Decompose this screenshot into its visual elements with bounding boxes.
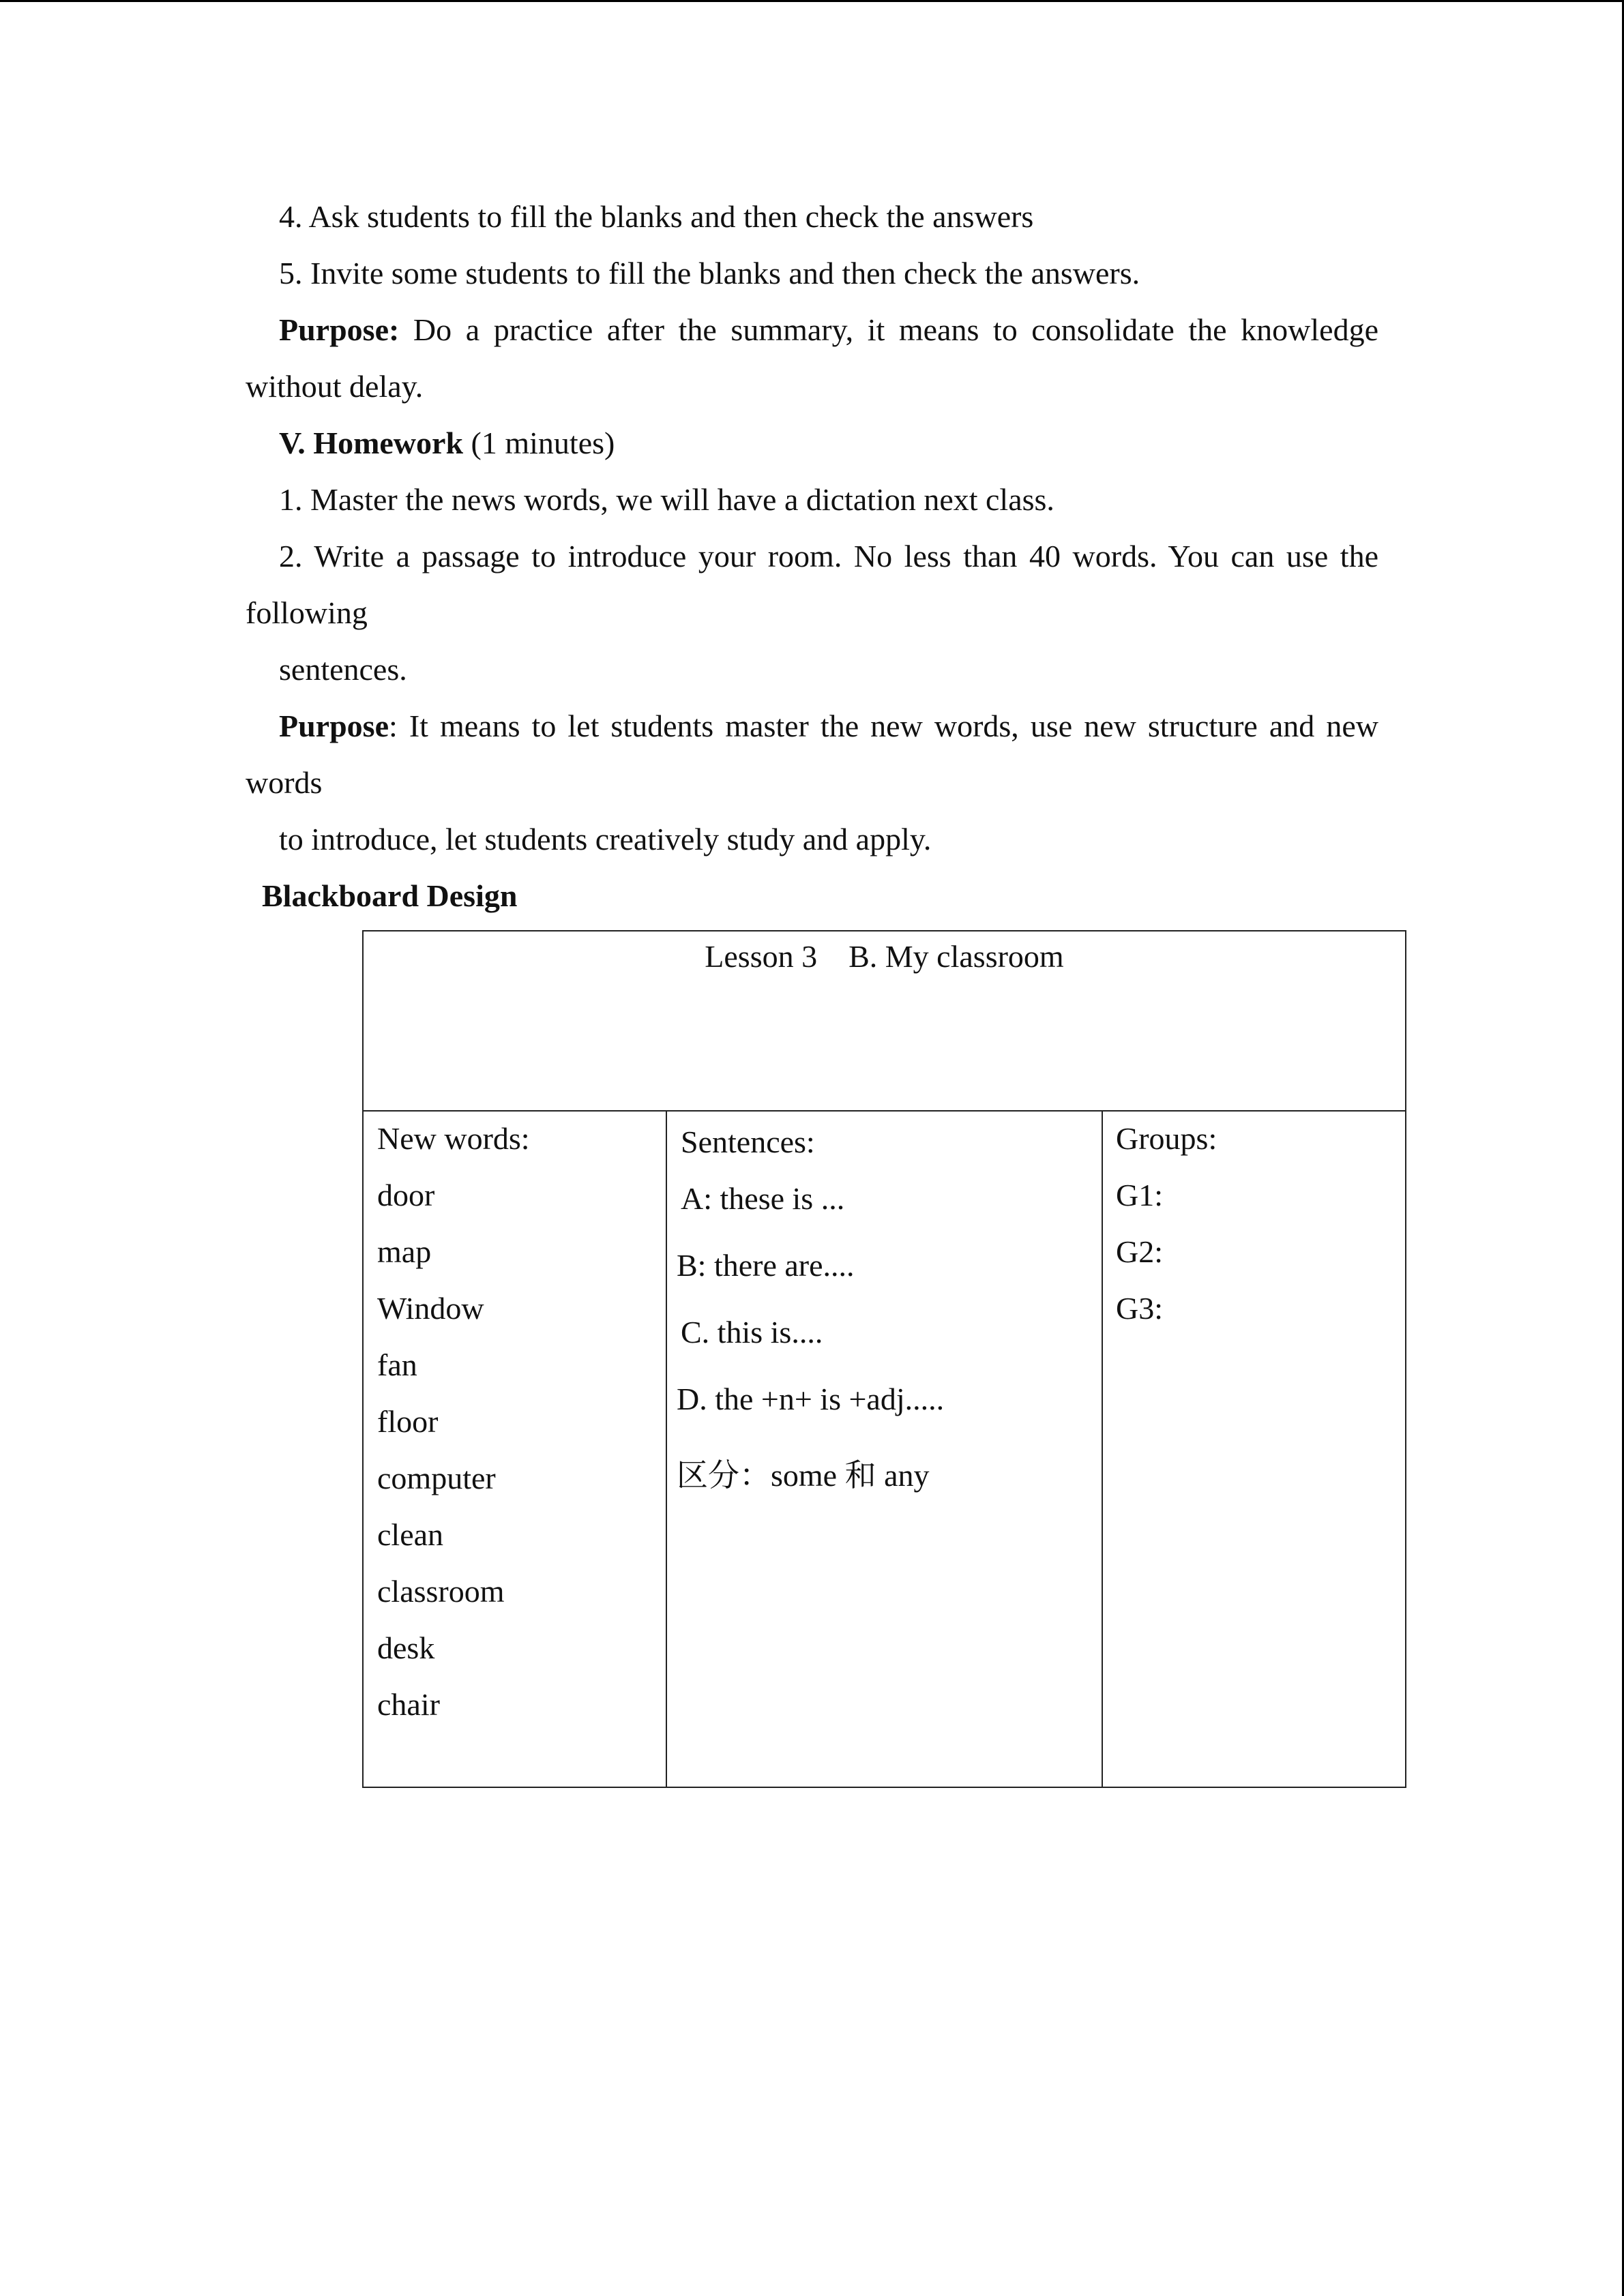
homework-label: V. Homework [279, 426, 464, 460]
purpose-2-label: Purpose [279, 709, 389, 743]
sentence-item: 区分：some 和 any [677, 1458, 930, 1493]
sentence-item: C. this is.... [681, 1315, 823, 1350]
purpose-2-line-3: to introduce, let students creatively study and apply. [279, 822, 932, 856]
groups-column [1116, 1110, 1217, 1337]
top-border [0, 0, 1624, 2]
purpose-text: Do a practice after the summary, it means to consolidate the knowledge [399, 312, 1378, 347]
step-4: 4. Ask students to fill the blanks and then check the answers [279, 199, 1034, 234]
sentence-item: B: there are.... [677, 1248, 855, 1283]
column-divider-1 [666, 1110, 667, 1787]
group-item: G1: [1116, 1178, 1163, 1212]
word-item: floor [377, 1404, 439, 1439]
homework-heading [279, 415, 615, 471]
blackboard-table [362, 930, 1406, 1788]
step-5: 5. Invite some students to fill the blanks and then check the answers. [279, 256, 1140, 290]
homework-item-2-line-2: following [246, 595, 368, 630]
homework-item-1: 1. Master the news words, we will have a dictation next class. [279, 482, 1054, 517]
blackboard-title: Lesson 3 B. My classroom [705, 939, 1064, 974]
group-item: G2: [1116, 1234, 1163, 1269]
purpose-2-line-1 [279, 698, 1378, 754]
word-item: Window [377, 1291, 484, 1326]
word-item: chair [377, 1687, 440, 1722]
purpose-1-line-2: without delay. [246, 369, 424, 404]
new-words-header: New words: [377, 1121, 530, 1156]
new-words-column [377, 1110, 530, 1733]
sentence-item: D. the +n+ is +adj..... [677, 1382, 945, 1416]
purpose-2-line-2: words [246, 765, 323, 800]
sentences-header: Sentences: [681, 1124, 815, 1159]
word-item: fan [377, 1347, 417, 1382]
homework-item-2-line-3: sentences. [279, 652, 407, 687]
sentence-item: A: these is ... [681, 1181, 845, 1216]
groups-header: Groups: [1116, 1121, 1217, 1156]
word-item: clean [377, 1517, 444, 1552]
group-item: G3: [1116, 1291, 1163, 1326]
blackboard-heading: Blackboard Design [262, 878, 518, 913]
column-divider-2 [1102, 1110, 1103, 1787]
word-item: classroom [377, 1574, 505, 1609]
purpose-label: Purpose: [279, 312, 400, 347]
purpose-2-text: : It means to let students master the new words, use new structure and new [389, 709, 1378, 743]
word-item: desk [377, 1630, 435, 1665]
word-item: computer [377, 1461, 496, 1495]
word-item: map [377, 1234, 432, 1269]
word-item: door [377, 1178, 435, 1212]
purpose-1-line-1 [279, 301, 1378, 358]
homework-time: (1 minutes) [463, 426, 615, 460]
homework-item-2-line-1: 2. Write a passage to introduce your room. No less than 40 words. You can use the [279, 539, 1378, 573]
